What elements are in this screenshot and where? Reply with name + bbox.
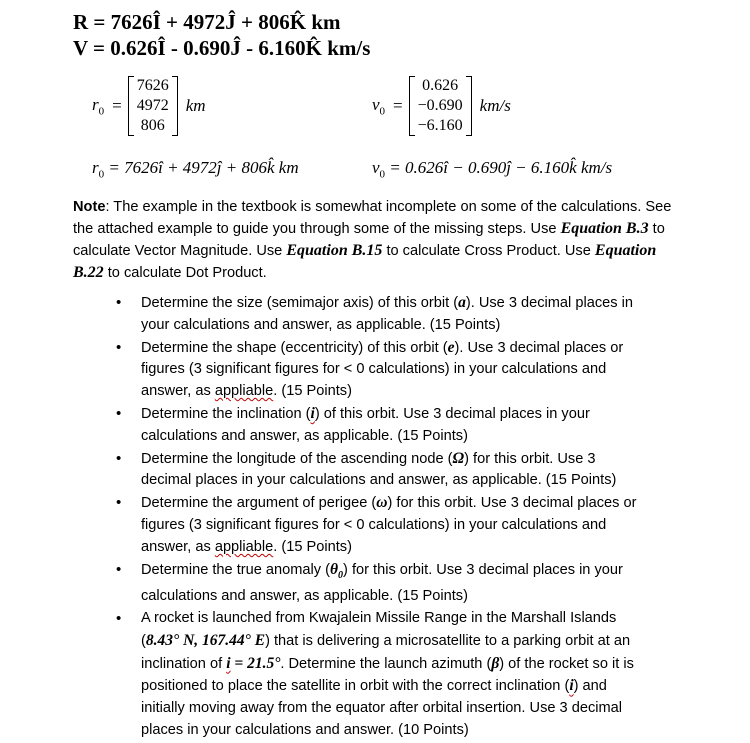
matrix-subscript: 0 — [379, 105, 386, 118]
position-vector-equation: $r_0$ = 7626î + 4972ĵ + 806k̂ km — [92, 158, 299, 181]
note-label: Note — [73, 199, 106, 215]
matrix-entry: −6.160 — [417, 117, 463, 134]
position-vector-heading: R = 7626Î + 4972Ĵ + 806K̂ km — [73, 10, 341, 34]
task-true-anomaly: • Determine the true anomaly $(\theta_0)$ for this orbit. Use 3 decimal places in your calculations and answer, as applicable. (15 Points) — [112, 559, 642, 609]
matrix-column — [134, 76, 172, 136]
equation-reference: Equation B.3 — [560, 220, 649, 237]
task-launch-azimuth: • A rocket is launched from Kwajalein Missile Range in the Marshall Islands (8.43° N, 167.44° E) that is delivering a microsatellite to a parking orbit at an inclination of i = 21.5°. Determine the launch azimuth (β) of the rocket so it is positioned to place the satellite in orbit with the correct inclination (i) and initially moving away from the equator after orbital insertion. Use 3 decimal places in your calculations and answer. (10 Points) — [112, 608, 642, 742]
note-paragraph: Note: The example in the textbook is somewhat incomplete on some of the calculations. See the attached example to guide you through some of the missing steps. Use Equation B.3 to calculate Vector Magnitude. Use Equation B.15 to calculate Cross Product. Use Equation B.22 to calculate Dot Product. — [73, 199, 672, 281]
matrix-name: r — [92, 94, 99, 114]
right-bracket — [172, 76, 178, 136]
task-eccentricity: • Determine the shape (eccentricity) of this orbit (e). Use 3 decimal places or figures (3 significant figures for < 0 calculations) in your calculations and answer, as appliable. (15 Points) — [112, 337, 642, 403]
matrix-name: v — [372, 94, 380, 114]
matrix-column — [415, 76, 466, 136]
equation-reference: Equation B.15 — [286, 242, 383, 259]
task-ascending-node: • Determine the longitude of the ascending node (Ω) for this orbit. Use 3 decimal places in your calculations and answer, as applicable. (15 Points) — [112, 448, 642, 493]
spelling-error: appliable — [214, 383, 274, 400]
matrix-unit: km/s — [479, 96, 511, 115]
task-argument-of-perigee: • Determine the argument of perigee (ω) for this orbit. Use 3 decimal places or figures (3 significant figures for < 0 calculations) in your calculations and answer, as appliable. (15 Points) — [112, 492, 642, 558]
velocity-vector-equation: $v_0$ = 0.626î − 0.690ĵ − 6.160k̂ km/s — [372, 158, 613, 181]
matrix-subscript: 0 — [98, 105, 105, 118]
right-bracket — [466, 76, 472, 136]
matrix-entry: 0.626 — [422, 77, 459, 94]
task-semimajor-axis: • Determine the size (semimajor axis) of this orbit (a). Use 3 decimal places in your calculations and answer, as applicable. (15 Points) — [112, 292, 642, 337]
velocity-matrix: $v_0$ = 0.626 −0.690 −6.160 km/s — [372, 77, 511, 134]
task-list — [112, 292, 642, 742]
task-inclination: • Determine the inclination (i) of this orbit. Use 3 decimal places in your calculations and answer, as applicable. (15 Points) — [112, 403, 642, 448]
matrix-entry: 4972 — [136, 97, 169, 114]
matrix-entry: −0.690 — [417, 97, 463, 114]
equation-reference: Equation B.22 — [73, 242, 657, 281]
matrix-entry: 806 — [140, 117, 165, 134]
position-matrix: $r_0$ = 7626 4972 806 km — [92, 77, 206, 134]
matrix-entry: 7626 — [136, 77, 169, 94]
matrix-unit: km — [185, 96, 206, 115]
spelling-error: appliable — [214, 538, 274, 555]
velocity-vector-heading: V = 0.626Î - 0.690Ĵ - 6.160K̂ km/s — [73, 36, 371, 60]
launch-coordinates: 8.43° N, 167.44° E — [145, 631, 266, 649]
